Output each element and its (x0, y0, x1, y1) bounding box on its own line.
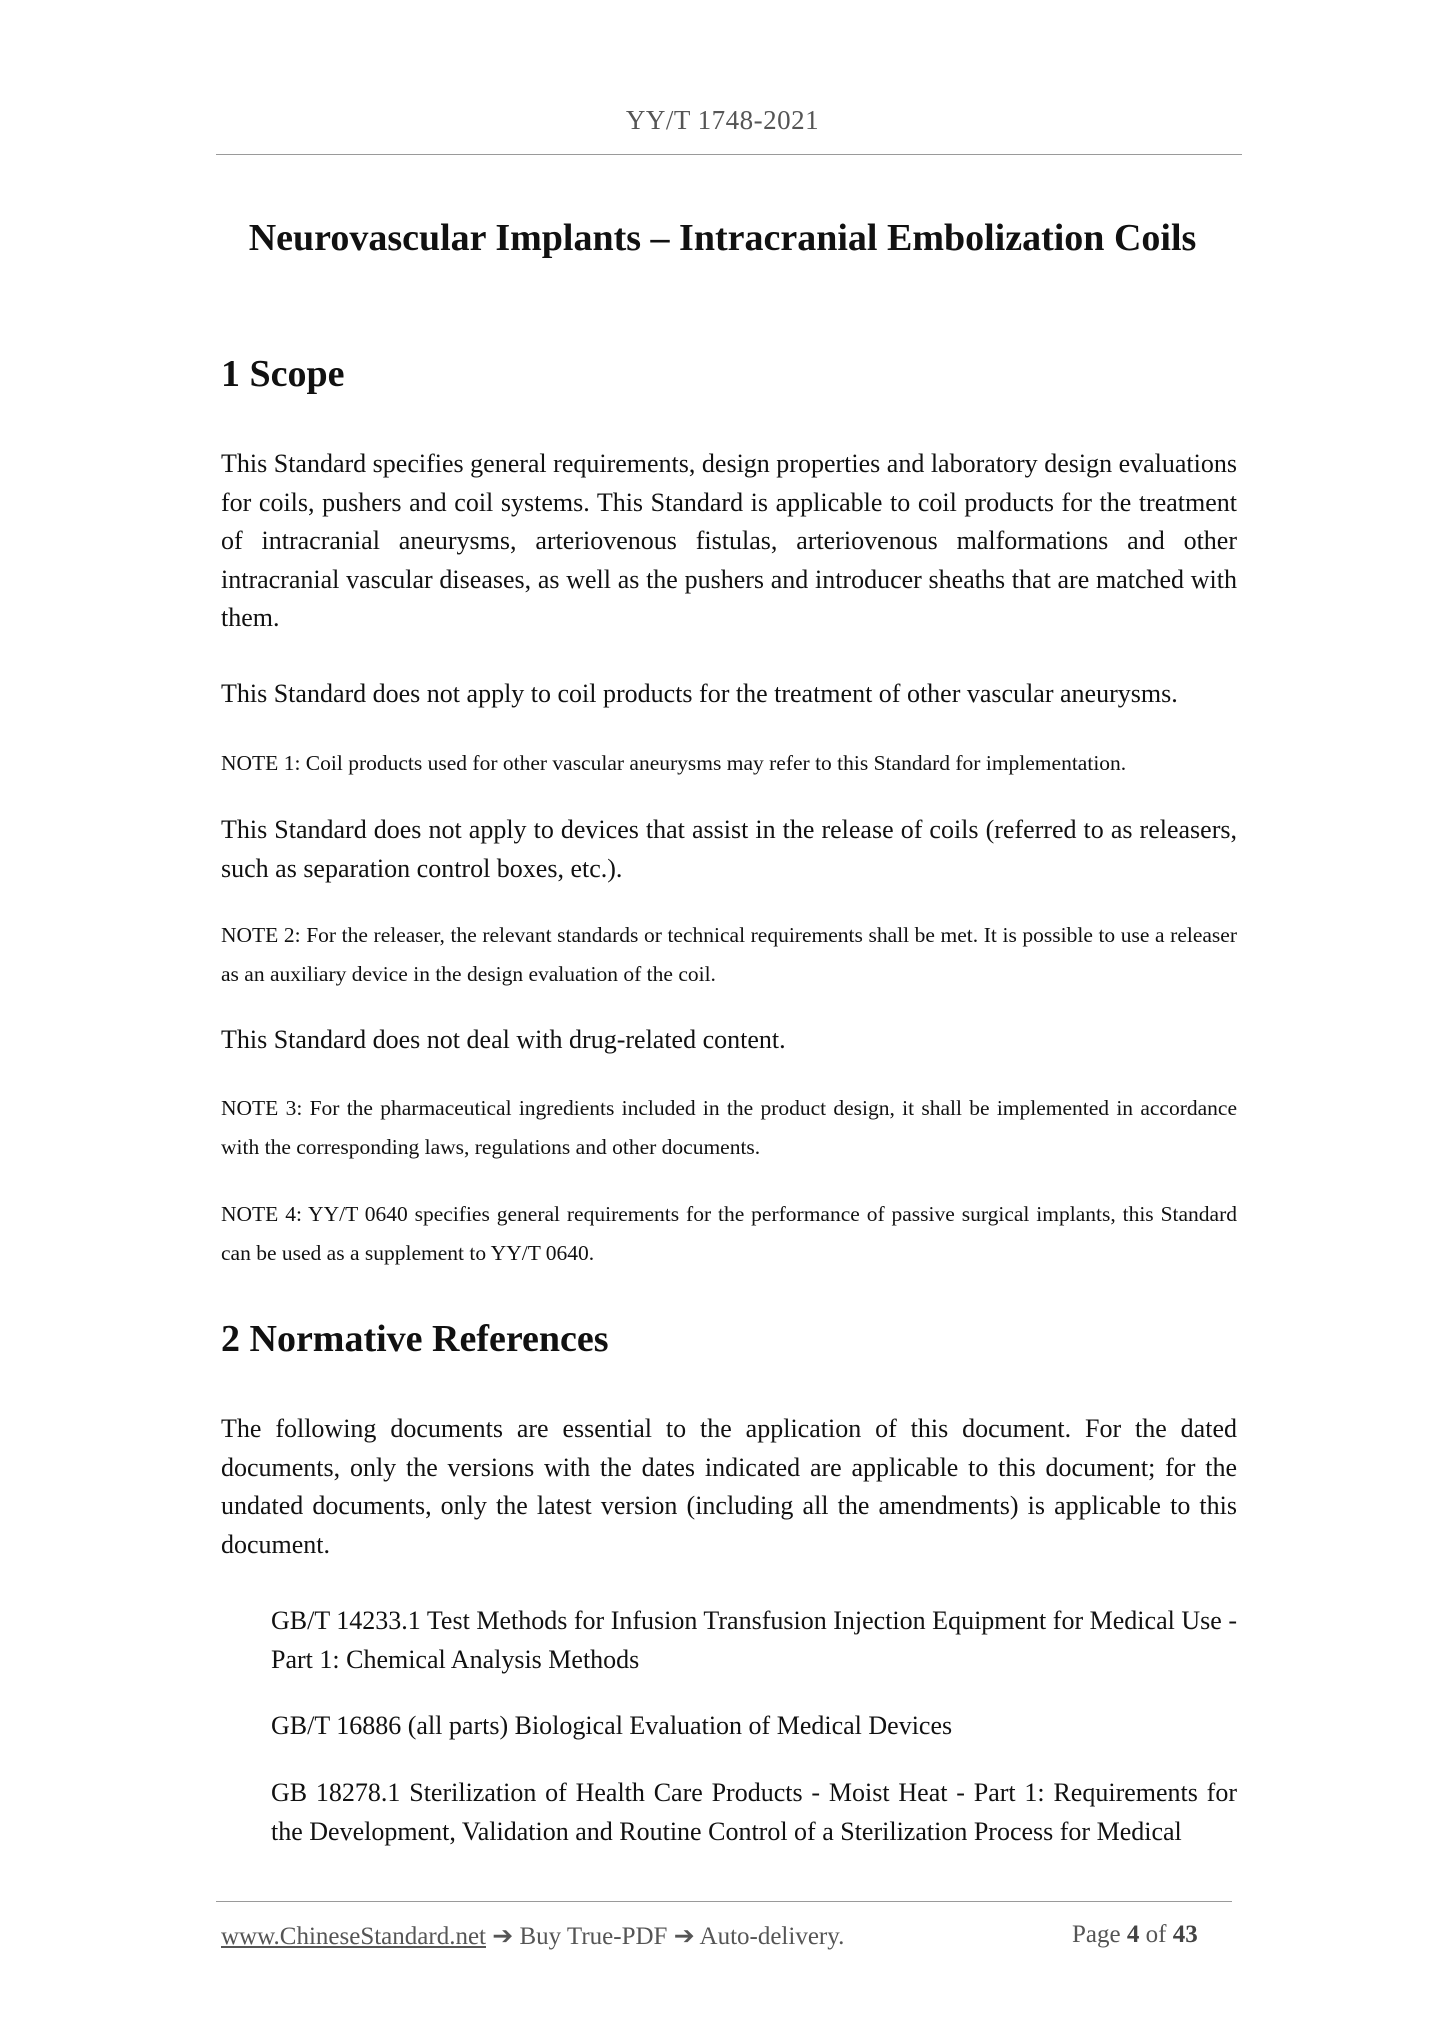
buy-text: Buy True-PDF (519, 1923, 668, 1950)
footer-promo (221, 1921, 844, 1951)
scope-note-1: NOTE 1: Coil products used for other vascular aneurysms may refer to this Standard for implementation. (221, 751, 1127, 775)
scope-paragraph-4: This Standard does not deal with drug-related content. (221, 1025, 786, 1054)
page-title: Neurovascular Implants – Intracranial Embolization Coils (248, 217, 1197, 259)
section-heading-scope: 1 Scope (221, 353, 345, 395)
scope-note-2: NOTE 2: For the releaser, the relevant standards or technical requirements shall be met. It is possible to use a releaser as an auxiliary device in the design evaluation of the coil. (221, 923, 1237, 986)
reference-item: GB/T 16886 (all parts) Biological Evaluation of Medical Devices (271, 1711, 953, 1740)
header-standard-code: YY/T 1748-2021 (625, 105, 820, 135)
scope-paragraph-2: This Standard does not apply to coil products for the treatment of other vascular aneurysms. (221, 679, 1178, 708)
scope-note-3: NOTE 3: For the pharmaceutical ingredients included in the product design, it shall be implemented in accordance with the corresponding laws, regulations and other documents. (221, 1096, 1237, 1159)
arrow-icon: ➔ (492, 1923, 514, 1950)
header-divider (216, 154, 1242, 155)
current-page: 4 (1126, 1921, 1140, 1948)
scope-note-4: NOTE 4: YY/T 0640 specifies general requirements for the performance of passive surgical implants, this Standard can be used as a supplement to YY/T 0640. (221, 1202, 1237, 1265)
total-pages: 43 (1172, 1921, 1198, 1948)
reference-item: GB/T 14233.1 Test Methods for Infusion Transfusion Injection Equipment for Medical Use - Part 1: Chemical Analysis Methods (271, 1606, 1237, 1674)
scope-paragraph-3: This Standard does not apply to devices that assist in the release of coils (referred to as releasers, such as separation control boxes, etc.). (221, 815, 1237, 883)
arrow-icon: ➔ (673, 1923, 695, 1950)
section-heading-normative-references: 2 Normative References (221, 1318, 609, 1360)
footer-divider (216, 1901, 1232, 1902)
page-label: Page (1072, 1921, 1121, 1948)
of-label: of (1145, 1921, 1167, 1948)
website-link[interactable]: www.ChineseStandard.net (221, 1923, 486, 1950)
references-intro-paragraph: The following documents are essential to the application of this document. For the dated documents, only the versions with the dates indicated are applicable to this document; for the undated documents, only the latest version (including all the amendments) is applicable to this document. (221, 1414, 1237, 1559)
delivery-text: Auto-delivery. (699, 1923, 845, 1950)
reference-item: GB 18278.1 Sterilization of Health Care Products - Moist Heat - Part 1: Requirements for the Development, Validation and Routine Control of a Sterilization Process for Medical (271, 1778, 1237, 1846)
page-number (1072, 1921, 1198, 1949)
scope-paragraph-1: This Standard specifies general requirements, design properties and laboratory design evaluations for coils, pushers and coil systems. This Standard is applicable to coil products for the treatment of intracranial aneurysms, arteriovenous fistulas, arteriovenous malformations and other intracranial vascular diseases, as well as the pushers and introducer sheaths that are matched with them. (221, 449, 1237, 632)
